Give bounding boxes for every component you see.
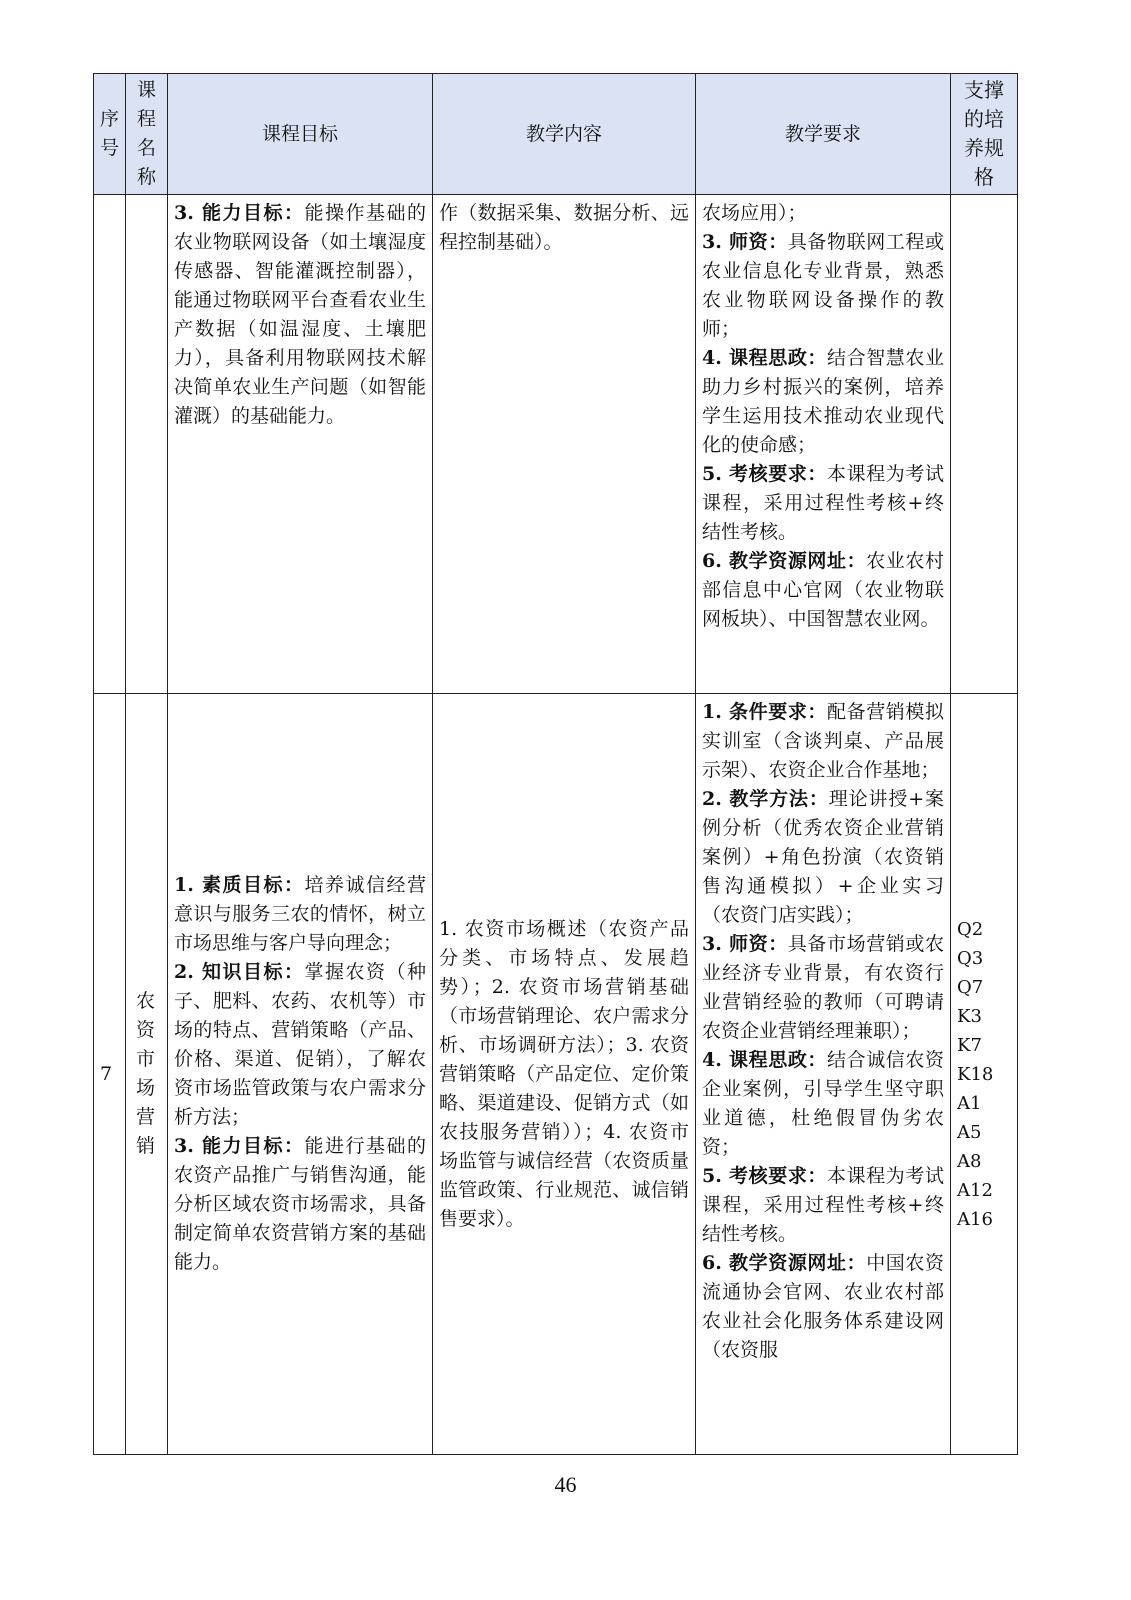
header-content: 教学内容 xyxy=(433,74,696,195)
paragraph-label: 3. 能力目标： xyxy=(174,1135,305,1157)
header-requirement: 教学要求 xyxy=(696,74,951,195)
spec-code: Q2 xyxy=(957,918,984,940)
paragraph xyxy=(174,1132,426,1277)
paragraph-label: 6. 教学资源网址： xyxy=(702,1252,867,1274)
paragraph xyxy=(702,228,944,344)
cell-name: 农资市场营销 xyxy=(126,694,168,1455)
paragraph-text: 配备营销模拟实训室（含谈判桌、产品展示架）、农资企业合作基地； xyxy=(702,701,944,781)
paragraph xyxy=(174,199,426,431)
spec-code: K18 xyxy=(957,1063,994,1085)
paragraph-label: 3. 师资： xyxy=(702,231,788,253)
cell-requirement xyxy=(696,694,951,1455)
cell-name xyxy=(126,195,168,694)
paragraph-text: 本课程为考试课程，采用过程性考核+终结性考核。 xyxy=(702,463,944,543)
paragraph-text: 培养诚信经营意识与服务三农的情怀，树立市场思维与客户导向理念； xyxy=(174,874,426,954)
paragraph-text: 农场应用）； xyxy=(702,202,807,224)
paragraph-text: 掌握农资（种子、肥料、农药、农机等）市场的特点、营销策略（产品、价格、渠道、促销），了解农资市场监管政策与农户需求分析方法； xyxy=(174,961,426,1128)
spec-code: A1 xyxy=(957,1092,982,1114)
paragraph-text: 中国农资流通协会官网、农业农村部农业社会化服务体系建设网（农资服 xyxy=(702,1252,944,1361)
table-row xyxy=(94,195,1018,694)
paragraph xyxy=(702,1046,944,1162)
paragraph xyxy=(702,698,944,785)
header-objective: 课程目标 xyxy=(168,74,433,195)
cell-support xyxy=(951,694,1018,1455)
cell-requirement xyxy=(696,195,951,694)
paragraph-text: 能操作基础的农业物联网设备（如土壤湿度传感器、智能灌溉控制器），能通过物联网平台查看农业生产数据（如温湿度、土壤肥力），具备利用物联网技术解决简单农业生产问题（如智能灌溉）的基础能力。 xyxy=(174,202,426,427)
paragraph-text: 结合智慧农业助力乡村振兴的案例，培养学生运用技术推动农业现代化的使命感； xyxy=(702,347,944,456)
paragraph-label: 2. 教学方法： xyxy=(702,788,829,810)
paragraph-label: 3. 能力目标： xyxy=(174,202,305,224)
spec-code: A5 xyxy=(957,1121,982,1143)
spec-code: K3 xyxy=(957,1005,982,1027)
header-support: 支撑的培养规格 xyxy=(951,74,1018,195)
paragraph xyxy=(702,460,944,547)
cell-content: 作（数据采集、数据分析、远程控制基础）。 xyxy=(433,195,696,694)
paragraph-text: 本课程为考试课程，采用过程性考核+终结性考核。 xyxy=(702,1165,944,1245)
paragraph-label: 5. 考核要求： xyxy=(702,1165,828,1187)
paragraph-label: 4. 课程思政： xyxy=(702,1049,828,1071)
spec-code: A12 xyxy=(957,1179,993,1201)
paragraph-label: 2. 知识目标： xyxy=(174,961,305,983)
cell-content: 1. 农资市场概述（农资产品分类、市场特点、发展趋势）；2. 农资市场营销基础（市场营销理论、农户需求分析、市场调研方法）；3. 农资营销策略（产品定位、定价策略、渠道建设、促销方式（如农技服务营销））；4. 农资市场监管与诚信经营（农资质量监管政策、行业规范、诚信销售要求）。 xyxy=(433,694,696,1455)
header-course-name: 课程名称 xyxy=(126,74,168,195)
paragraph-label: 4. 课程思政： xyxy=(702,347,828,369)
paragraph-text: 能进行基础的农资产品推广与销售沟通，能分析区域农资市场需求，具备制定简单农资营销方案的基础能力。 xyxy=(174,1135,426,1273)
paragraph xyxy=(174,958,426,1132)
spec-code: K7 xyxy=(957,1034,982,1056)
paragraph-label: 1. 素质目标： xyxy=(174,874,305,896)
cell-objective xyxy=(168,195,433,694)
page-number: 46 xyxy=(554,1472,577,1497)
paragraph xyxy=(174,871,426,958)
paragraph xyxy=(702,344,944,460)
paragraph-text: 结合诚信农资企业案例，引导学生坚守职业道德，杜绝假冒伪劣农资； xyxy=(702,1049,944,1158)
cell-seq: 7 xyxy=(94,694,126,1455)
cell-support xyxy=(951,195,1018,694)
table-row xyxy=(94,694,1018,1455)
paragraph-label: 3. 师资： xyxy=(702,933,788,955)
paragraph xyxy=(702,1162,944,1249)
paragraph xyxy=(702,785,944,930)
paragraph xyxy=(702,199,944,228)
spec-code: A16 xyxy=(957,1208,993,1230)
paragraph-label: 5. 考核要求： xyxy=(702,463,828,485)
paragraph-text: 具备物联网工程或农业信息化专业背景，熟悉农业物联网设备操作的教师； xyxy=(702,231,944,340)
course-table xyxy=(93,73,1018,1455)
paragraph-label: 1. 条件要求： xyxy=(702,701,828,723)
paragraph-text: 理论讲授+案例分析（优秀农资企业营销案例）+角色扮演（农资销售沟通模拟）+企业实习（农资门店实践）； xyxy=(702,788,944,926)
spec-code: Q3 xyxy=(957,947,984,969)
header-seq: 序号 xyxy=(94,74,126,195)
paragraph-text: 具备市场营销或农业经济专业背景，有农资行业营销经验的教师（可聘请农资企业营销经理兼职）； xyxy=(702,933,944,1042)
spec-code: A8 xyxy=(957,1150,982,1172)
spec-code: Q7 xyxy=(957,976,984,998)
paragraph xyxy=(702,1249,944,1365)
cell-objective xyxy=(168,694,433,1455)
table-header xyxy=(94,74,1018,195)
paragraph xyxy=(702,547,944,634)
paragraph-label: 6. 教学资源网址： xyxy=(702,550,867,572)
cell-seq xyxy=(94,195,126,694)
paragraph-text: 农业农村部信息中心官网（农业物联网板块）、中国智慧农业网。 xyxy=(702,550,944,630)
paragraph xyxy=(702,930,944,1046)
